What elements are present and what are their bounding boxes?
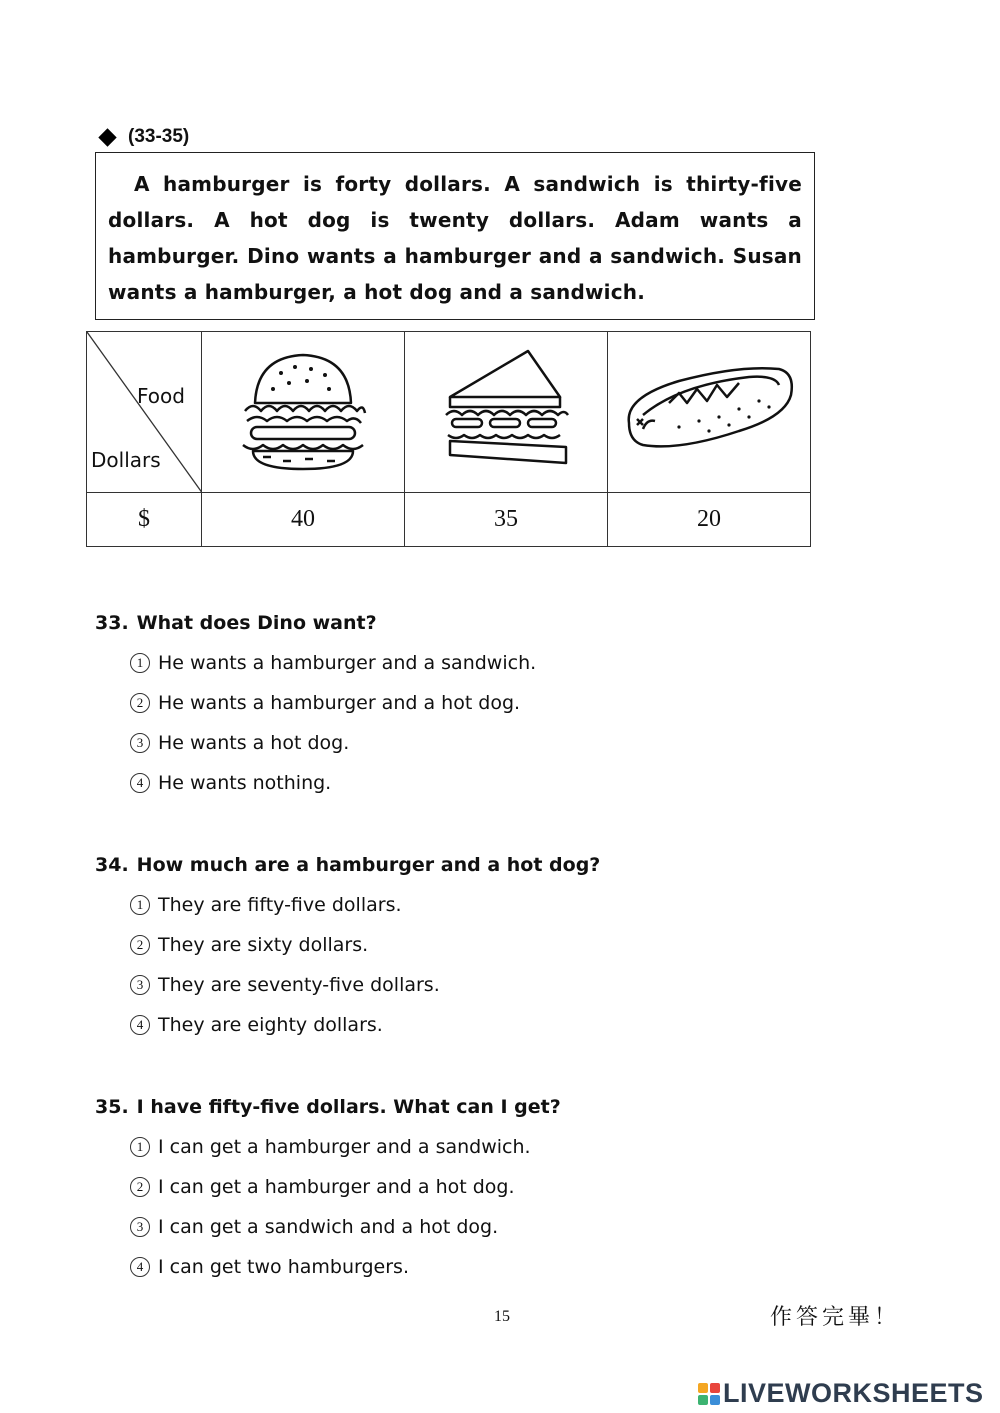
header-dollars-label: Dollars: [91, 448, 161, 472]
question-title: [95, 612, 536, 634]
option-marker: 2: [130, 693, 150, 713]
option-text: I can get a hamburger and a hot dog.: [158, 1175, 515, 1198]
option-marker: 3: [130, 975, 150, 995]
hotdog-cell: [608, 332, 811, 493]
diamond-bullet-icon: [98, 128, 116, 146]
price-hamburger: 40: [202, 493, 405, 547]
header-food-label: Food: [137, 384, 185, 408]
option-marker: 3: [130, 1217, 150, 1237]
question-35: [95, 1096, 561, 1278]
section-header: [95, 126, 189, 148]
option-2[interactable]: [130, 1175, 561, 1198]
option-marker: 4: [130, 1015, 150, 1035]
option-marker: 1: [130, 653, 150, 673]
hamburger-cell: [202, 332, 405, 493]
section-label: (33-35): [128, 126, 190, 147]
option-3[interactable]: [130, 731, 536, 754]
passage-box: [95, 152, 815, 320]
option-marker: 4: [130, 1257, 150, 1277]
brand-name: LIVEWORKSHEETS: [723, 1378, 984, 1408]
option-text: They are sixty dollars.: [158, 933, 369, 956]
sandwich-icon: [436, 345, 576, 475]
option-text: He wants a hamburger and a hot dog.: [158, 691, 521, 714]
option-2[interactable]: [130, 933, 600, 956]
question-text: I have fifty-five dollars. What can I get?: [136, 1096, 561, 1118]
option-1[interactable]: [130, 893, 600, 916]
option-marker: 2: [130, 935, 150, 955]
option-3[interactable]: [130, 1215, 561, 1238]
hotdog-icon: [619, 355, 799, 465]
option-3[interactable]: [130, 973, 600, 996]
option-text: He wants nothing.: [158, 771, 332, 794]
option-text: They are eighty dollars.: [158, 1013, 383, 1036]
question-33: [95, 612, 536, 794]
brand-square: [698, 1383, 708, 1393]
hamburger-icon: [233, 345, 373, 475]
finish-note: 作答完畢！: [770, 1305, 901, 1330]
option-text: I can get two hamburgers.: [158, 1255, 409, 1278]
option-1[interactable]: [130, 1135, 561, 1158]
price-table: [86, 331, 811, 547]
sandwich-cell: [405, 332, 608, 493]
option-1[interactable]: [130, 651, 536, 674]
option-marker: 2: [130, 1177, 150, 1197]
page-number: 15: [494, 1308, 510, 1325]
question-34: [95, 854, 600, 1036]
question-text: What does Dino want?: [136, 612, 377, 634]
question-title: [95, 854, 600, 876]
question-number: 34.: [95, 854, 129, 876]
currency-cell: $: [87, 493, 202, 547]
option-text: He wants a hot dog.: [158, 731, 350, 754]
option-text: They are fifty-five dollars.: [158, 893, 402, 916]
option-4[interactable]: [130, 771, 536, 794]
option-marker: 1: [130, 1137, 150, 1157]
option-text: They are seventy-five dollars.: [158, 973, 440, 996]
option-4[interactable]: [130, 1013, 600, 1036]
option-marker: 1: [130, 895, 150, 915]
option-text: I can get a hamburger and a sandwich.: [158, 1135, 531, 1158]
question-title: [95, 1096, 561, 1118]
question-text: How much are a hamburger and a hot dog?: [136, 854, 601, 876]
passage-text: A hamburger is forty dollars. A sandwich is thirty-five dollars. A hot dog is twenty dollars. Adam wants a hamburger. Dino wants a hamburger and a sandwich. Susan wants a hamburger, a hot dog and a sandwich.: [108, 172, 802, 304]
question-number: 33.: [95, 612, 129, 634]
price-sandwich: 35: [405, 493, 608, 547]
price-hotdog: 20: [608, 493, 811, 547]
option-text: He wants a hamburger and a sandwich.: [158, 651, 537, 674]
brand-logo-icon: [698, 1383, 720, 1405]
question-number: 35.: [95, 1096, 129, 1118]
option-marker: 3: [130, 733, 150, 753]
brand-square: [710, 1383, 720, 1393]
table-header-cell: [87, 332, 202, 493]
liveworksheets-logo[interactable]: [698, 1378, 984, 1409]
brand-square: [698, 1395, 708, 1405]
option-text: I can get a sandwich and a hot dog.: [158, 1215, 499, 1238]
option-2[interactable]: [130, 691, 536, 714]
option-4[interactable]: [130, 1255, 561, 1278]
option-marker: 4: [130, 773, 150, 793]
brand-square: [710, 1395, 720, 1405]
